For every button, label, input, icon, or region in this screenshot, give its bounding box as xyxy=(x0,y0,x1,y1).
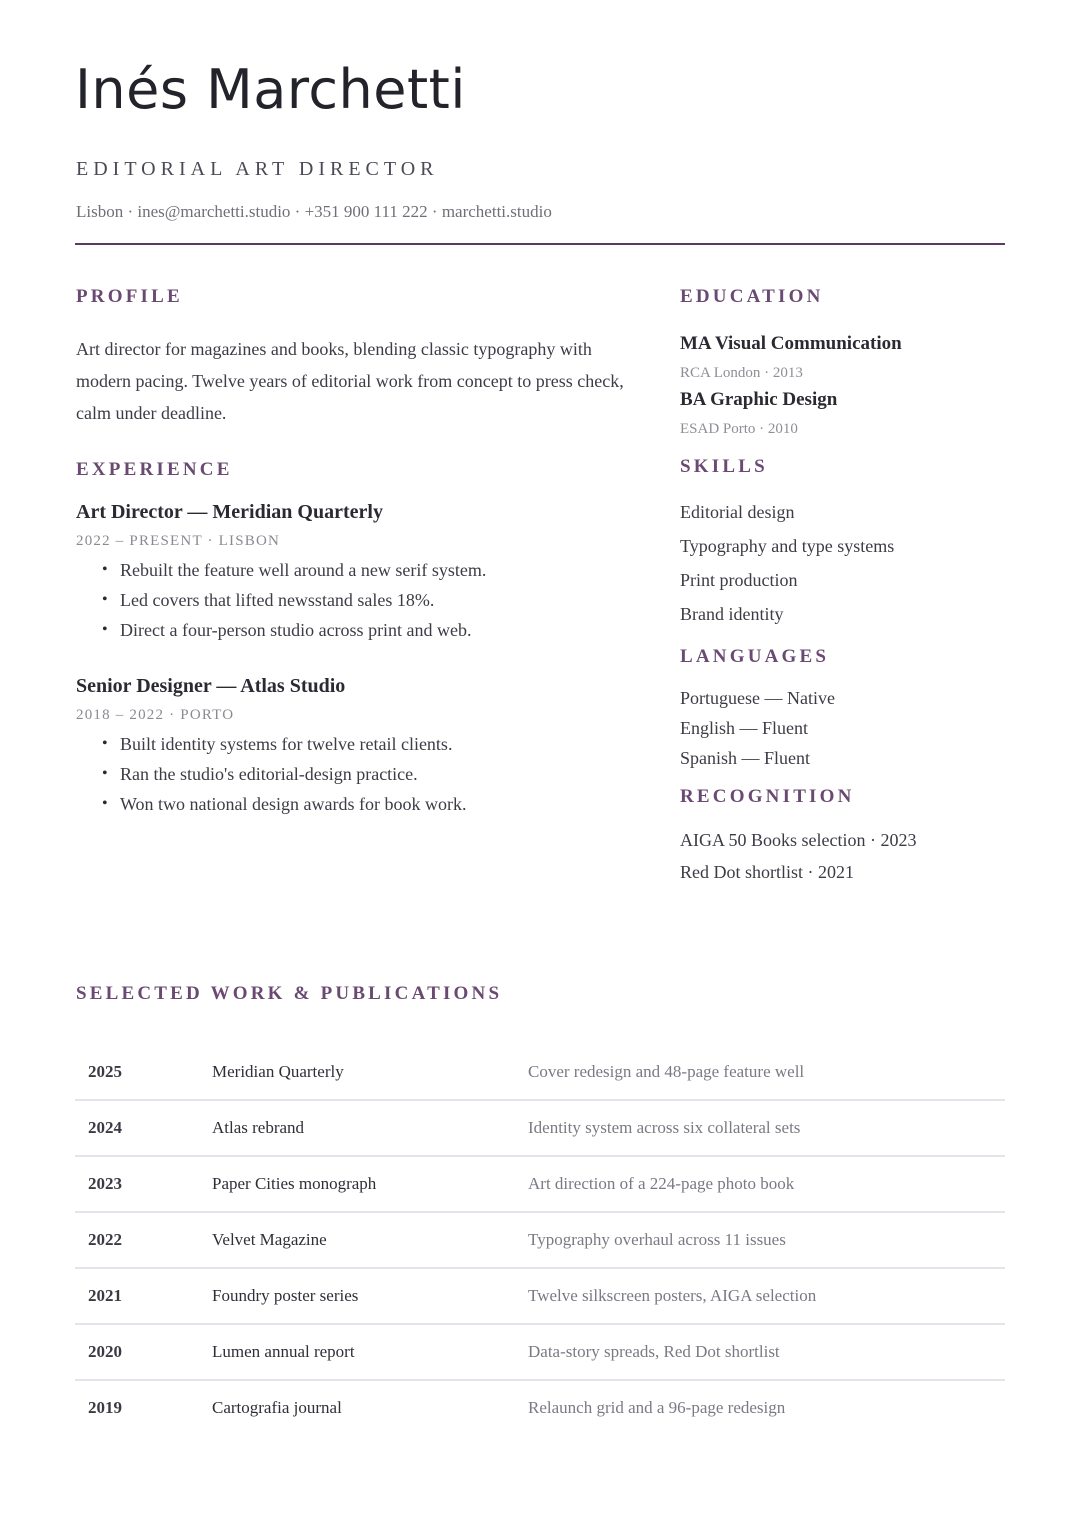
list-item: Print production xyxy=(680,570,798,590)
works-heading: SELECTED WORK & PUBLICATIONS xyxy=(76,983,503,1004)
experience-heading: EXPERIENCE xyxy=(76,459,233,480)
profile-text: Art director for magazines and books, blending classic typography with modern pacing. Twelve years of editorial work from concept to press check, calm under deadline. xyxy=(76,339,624,423)
list-item: • Ran the studio's editorial-design practice. xyxy=(102,759,466,789)
table-row xyxy=(75,1212,1005,1268)
work-description: Art direction of a 224-page photo book xyxy=(528,1174,795,1193)
recognition-list xyxy=(680,824,916,888)
work-description: Data-story spreads, Red Dot shortlist xyxy=(528,1342,780,1361)
list-item: Spanish — Fluent xyxy=(680,748,811,768)
list-item: Red Dot shortlist · 2021 xyxy=(680,862,854,882)
list-item: • Built identity systems for twelve retail clients. xyxy=(102,729,466,759)
table-row xyxy=(75,1380,1005,1435)
work-year: 2023 xyxy=(88,1174,122,1193)
job-role: EDITORIAL ART DIRECTOR xyxy=(76,158,439,180)
bullet-icon: • xyxy=(102,765,108,782)
job-meta: 2022 – PRESENT · LISBON xyxy=(76,533,281,549)
list-item: • Rebuilt the feature well around a new serif system. xyxy=(102,555,486,585)
work-description: Identity system across six collateral sets xyxy=(528,1118,801,1137)
work-description: Twelve silkscreen posters, AIGA selection xyxy=(528,1286,817,1305)
work-title: Cartografia journal xyxy=(212,1398,342,1417)
languages-heading: LANGUAGES xyxy=(680,646,830,667)
list-item: English — Fluent xyxy=(680,718,809,738)
education-school: RCA London · 2013 xyxy=(680,365,803,381)
education-school: ESAD Porto · 2010 xyxy=(680,421,798,437)
table-row xyxy=(75,1324,1005,1380)
work-description: Cover redesign and 48-page feature well xyxy=(528,1062,805,1081)
skills-list xyxy=(680,495,894,631)
job-meta: 2018 – 2022 · PORTO xyxy=(76,707,235,723)
bullet-icon: • xyxy=(102,591,108,608)
work-year: 2021 xyxy=(88,1286,122,1305)
skills-heading: SKILLS xyxy=(680,456,768,477)
job-bullets xyxy=(102,555,486,645)
work-title: Paper Cities monograph xyxy=(212,1174,377,1193)
list-item: AIGA 50 Books selection · 2023 xyxy=(680,830,917,850)
work-description: Relaunch grid and a 96-page redesign xyxy=(528,1398,786,1417)
contact-line: Lisbon · ines@marchetti.studio · +351 900 111 222 · marchetti.studio xyxy=(76,202,552,221)
work-year: 2020 xyxy=(88,1342,122,1361)
job-title: Art Director — Meridian Quarterly xyxy=(76,501,383,523)
list-item: Portuguese — Native xyxy=(680,688,835,708)
education-degree: MA Visual Communication xyxy=(680,333,902,354)
list-item: Brand identity xyxy=(680,604,784,624)
header-divider xyxy=(75,243,1005,245)
table-row xyxy=(75,1100,1005,1156)
work-title: Meridian Quarterly xyxy=(212,1062,344,1081)
recognition-heading: RECOGNITION xyxy=(680,786,855,807)
person-name: Inés Marchetti xyxy=(75,58,466,121)
work-year: 2024 xyxy=(88,1118,122,1137)
works-table xyxy=(75,1045,1005,1435)
work-description: Typography overhaul across 11 issues xyxy=(528,1230,786,1249)
education-heading: EDUCATION xyxy=(680,286,824,307)
table-row xyxy=(75,1045,1005,1100)
bullet-icon: • xyxy=(102,795,108,812)
bullet-icon: • xyxy=(102,621,108,638)
table-row xyxy=(75,1156,1005,1212)
work-year: 2022 xyxy=(88,1230,122,1249)
list-item: • Won two national design awards for book work. xyxy=(102,789,466,819)
profile-heading: PROFILE xyxy=(76,286,183,307)
work-year: 2019 xyxy=(88,1398,122,1417)
list-item: • Direct a four-person studio across print and web. xyxy=(102,615,486,645)
work-title: Velvet Magazine xyxy=(212,1230,327,1249)
job-bullets xyxy=(102,729,466,819)
list-item: • Led covers that lifted newsstand sales 18%. xyxy=(102,585,486,615)
work-year: 2025 xyxy=(88,1062,122,1081)
list-item: Editorial design xyxy=(680,502,795,522)
bullet-icon: • xyxy=(102,735,108,752)
work-title: Atlas rebrand xyxy=(212,1118,305,1137)
bullet-icon: • xyxy=(102,561,108,578)
list-item: Typography and type systems xyxy=(680,536,895,556)
work-title: Foundry poster series xyxy=(212,1286,359,1305)
work-title: Lumen annual report xyxy=(212,1342,355,1361)
education-degree: BA Graphic Design xyxy=(680,389,838,410)
table-row xyxy=(75,1268,1005,1324)
job-title: Senior Designer — Atlas Studio xyxy=(76,675,346,697)
languages-list xyxy=(680,683,835,773)
